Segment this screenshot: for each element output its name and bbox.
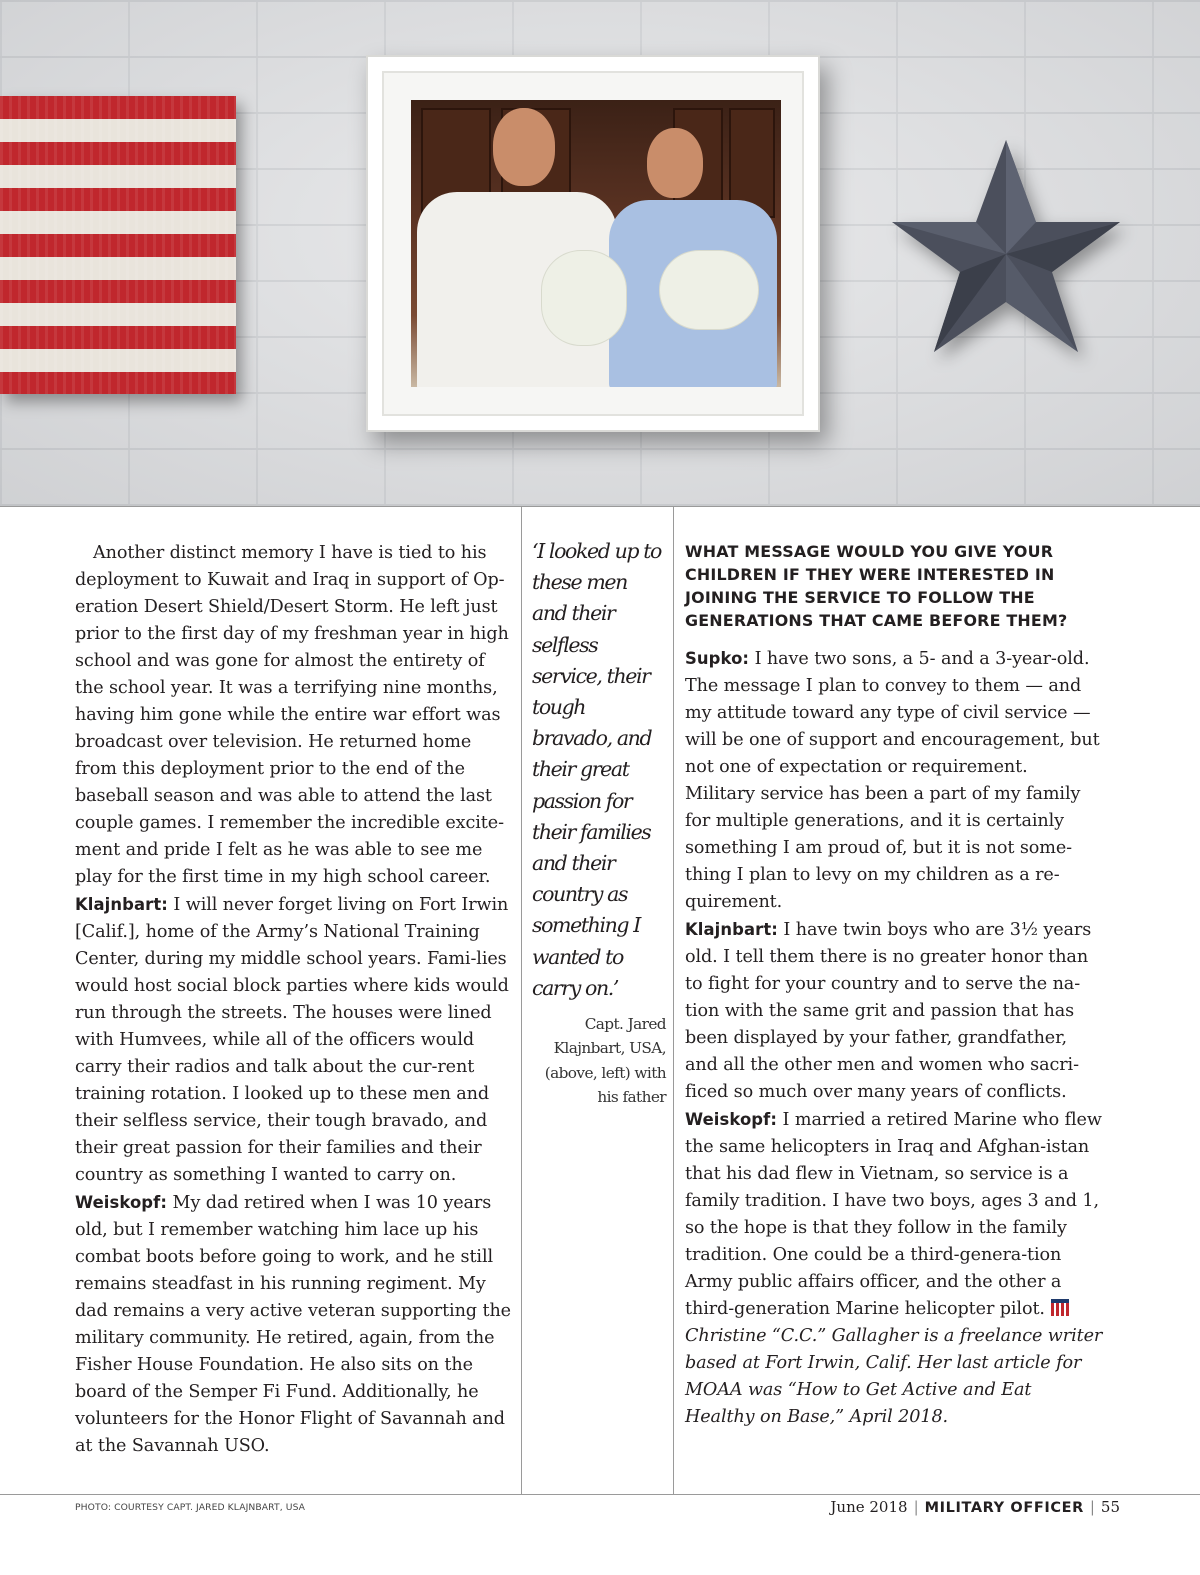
answer-text: I will never forget living on Fort Irwin [Calif.], home of the Army’s National Training Center, during my middle school years. Fami-lies would host social block parties where kids would run through the streets. The houses were lined with Humvees, while all of the officers would carry their radios and talk about the cur-rent training rotation. I looked up to these men and their selfless service, their tough bravado, and their great passion for their families and their country as something I wanted to carry on.	[75, 895, 509, 1185]
speaker-label: Klajnbart:	[685, 920, 778, 939]
folio-separator: |	[1089, 1498, 1095, 1516]
question-heading: WHAT MESSAGE WOULD YOU GIVE YOUR CHILDREN IF THEY WERE INTERESTED IN JOINING THE SERVICE TO FOLLOW THE GENERATIONS THAT CAME BEFORE THEM?	[685, 542, 1068, 630]
moaa-end-mark-icon	[1051, 1299, 1069, 1316]
pull-quote-text: ‘I looked up to these men and their selfless service, their tough bravado, and their great passion for their families and their country as something I wanted to carry on.’	[532, 539, 661, 1000]
divider-bottom	[0, 1494, 1200, 1495]
speaker-label: Klajnbart:	[75, 895, 168, 914]
column-rule	[673, 507, 674, 1494]
person-head	[493, 108, 555, 186]
paragraph	[685, 645, 1103, 916]
paragraph	[75, 1189, 511, 1460]
answer-text: I have twin boys who are 3½ years old. I tell them there is no greater honor than to fight for your country and to serve the na-tion with the same grit and passion that has been displayed by your father, grandfather, and all the other men and women who sacri-ficed so much over many years of conflicts.	[685, 920, 1092, 1102]
photo-credit: PHOTO: COURTESY CAPT. JARED KLAJNBART, USA	[75, 1502, 306, 1513]
baby	[541, 250, 627, 346]
hero-photo	[0, 0, 1200, 506]
author-bio: Christine “C.C.” Gallagher is a freelance writer based at Fort Irwin, Calif. Her last article for MOAA was “How to Get Active and Eat Healthy on Base,” April 2018.	[685, 1326, 1103, 1427]
person-head	[647, 128, 703, 198]
divider-top	[0, 506, 1200, 507]
answer-text: My dad retired when I was 10 years old, but I remember watching him lace up his combat boots before going to work, and he still remains steadfast in his running regiment. My dad remains a very active veteran supporting the military community. He retired, again, from the Fisher House Foundation. He also sits on the board of the Semper Fi Fund. Additionally, he volunteers for the Honor Flight of Savannah and at the Savannah USO.	[75, 1193, 511, 1456]
metal-star-icon	[890, 136, 1122, 356]
star-icon	[890, 136, 1122, 356]
paragraph	[75, 891, 511, 1189]
folio	[830, 1496, 1120, 1519]
flag-art	[0, 96, 236, 394]
speaker-label: Weiskopf:	[685, 1110, 778, 1129]
page-number: 55	[1100, 1498, 1120, 1516]
picture-frame	[366, 55, 820, 432]
paragraph	[685, 916, 1103, 1106]
answer-text: I married a retired Marine who flew the same helicopters in Iraq and Afghan-istan that his dad flew in Vietnam, so service is a family tradition. I have two boys, ages 3 and 1, so the hope is that they follow in the family tradition. One could be a third-genera-tion Army public affairs officer, and the other a third-generation Marine helicopter pilot.	[685, 1110, 1102, 1319]
issue-date: June 2018	[830, 1498, 908, 1516]
answer-text: I have two sons, a 5- and a 3-year-old. The message I plan to convey to them — and my attitude toward any type of civil service — will be one of support and encouragement, but not one of expectation or requirement. Military service has been a part of my family for multiple generations, and it is certainly something I am proud of, but it is not some-thing I plan to levy on my children as a re-quirement.	[685, 649, 1100, 912]
folio-separator: |	[913, 1498, 919, 1516]
family-photo	[411, 100, 781, 387]
magazine-name: MILITARY OFFICER	[924, 1500, 1084, 1516]
speaker-label: Supko:	[685, 649, 750, 668]
baby	[659, 250, 759, 330]
speaker-label: Weiskopf:	[75, 1193, 168, 1212]
column-rule	[521, 507, 522, 1494]
paragraph: Another distinct memory I have is tied to his deployment to Kuwait and Iraq in support of Op-eration Desert Shield/Desert Storm. He left just prior to the first day of my freshman year in high school and was gone for almost the entirety of the school year. It was a terrifying nine months, having him gone while the entire war effort was broadcast over television. He returned home from this deployment prior to the end of the baseball season and was able to attend the last couple games. I remember the incredible excite-ment and pride I felt as he was able to see me play for the first time in my high school career.	[75, 543, 509, 887]
pull-quote	[532, 536, 666, 1109]
right-column	[685, 540, 1103, 1431]
pull-quote-credit: Capt. Jared Klajnbart, USA, (above, left) with his father	[544, 1015, 666, 1106]
paragraph	[685, 1106, 1103, 1323]
left-column	[75, 540, 511, 1460]
